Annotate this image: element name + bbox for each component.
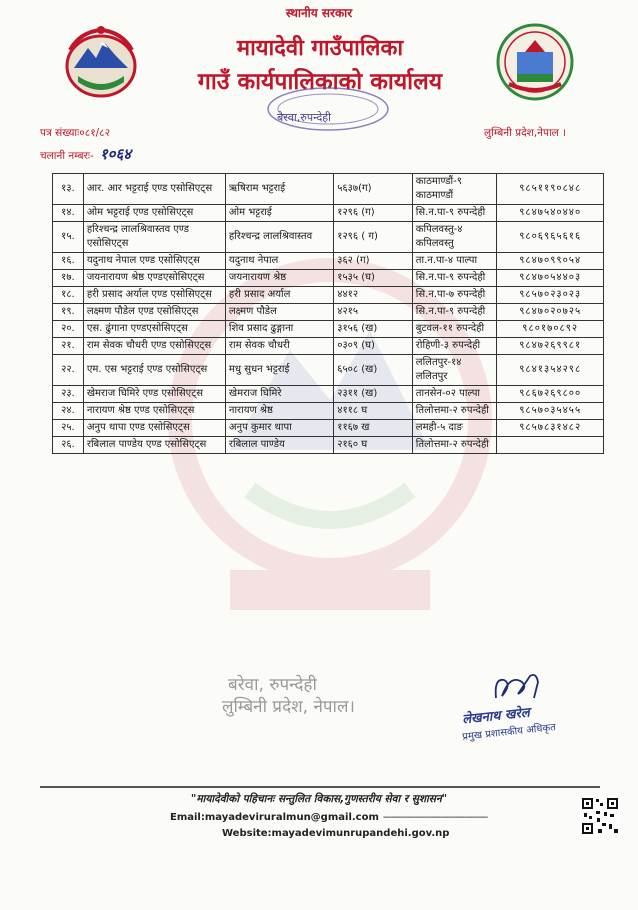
table-row: २१. राम सेवक चौधरी एण्ड एसोसिएट्स राम सेवक चौधरी ०३०९ (घ) रोहिणी-३ रुपन्देही ९८४७२६९९८१	[53, 338, 604, 355]
table-row: २०. एस. ढुंगाना एण्डएसोसिएट्स शिव प्रसाद ढुङ्गाना ३१५६ (ख) बुटवल-११ रुपन्देही ९८०१७०८९२	[53, 321, 604, 338]
letterhead	[0, 0, 638, 163]
table-row: १५. हरिश्चन्द्र लालश्रिवास्तव एण्ड एसोसिएट्स हरिश्चन्द्र लालश्रिवास्तव १२९६ ( ग) कपिलवस्तु-४ कपिलवस्तु ९८०६९६५६१६	[53, 222, 604, 253]
stamp-location: बेरवा,रुपन्देही	[277, 111, 331, 124]
dispatch-label: चलानी नम्बरः-	[40, 150, 94, 162]
signatory-title: प्रमुख प्रशासकीय अधिकृत	[461, 722, 557, 743]
watermark-province: लुम्बिनी प्रदेश, नेपाल।	[222, 697, 355, 717]
table-row: २४. नारायण श्रेष्ठ एण्ड एसोसिएट्स नारायण श्रेष्ठ ४११८ घ तिलोत्तमा-२ रुपन्देही ९८५७०३५४५५	[53, 403, 604, 420]
nepal-emblem-icon	[60, 22, 142, 102]
table-row: १६. यदुनाथ नेपाल एण्ड एसोसिएट्स यदुनाथ नेपाल ३६२ (ग) ता.न.पा-४ पाल्पा ९८४७०९९०५४	[53, 253, 604, 270]
dispatch-number: १०६४	[99, 145, 132, 163]
table-row: १३. आर. आर भट्टराई एण्ड एसोसिएट्स ऋषिराम भट्टराई ५६३७(ग) काठमाण्डौं-९ काठमाण्डौं ९८५११९०८४८	[53, 174, 604, 205]
office-subtitle: गाउँ कार्यपालिकाको कार्यालय	[197, 69, 443, 95]
table-row: २६. रबिलाल पाण्डेय एण्ड एसोसिएट्स रबिलाल पाण्डेय २१६० घ तिलोत्तमा-२ रुपन्देही	[53, 437, 604, 454]
watermark-address: बरेवा, रुपन्देही	[228, 675, 317, 695]
table-row: २३. खेमराज घिमिरे एण्ड एसोसिएट्स खेमराज घिमिरे २३११ (ख) तानसेन-०२ पाल्पा ९८६७२६९८००	[53, 386, 604, 403]
footer-divider	[40, 786, 600, 788]
table-row: १४. ओम भट्टराई एण्ड एसोसिएट्स ओम भट्टराई १२९६ (ग) सि.न.पा-९ रुपन्देही ९८४७५४०४४०	[53, 205, 604, 222]
office-stamp-icon	[263, 85, 393, 133]
table-row: २२. एम. एस भट्टराई एण्ड एसोसिएट्स मधु सुधन भट्टराई ६५०८ (ख) ललितपुर-१४ ललितपुर ९८४१३५४२९८	[53, 355, 604, 386]
reference-number: पत्र संख्याः०८१/८२	[40, 127, 111, 139]
footer-motto: "मायादेवीको पहिचानः सन्तुलित विकास,गुणस्तरीय सेवा र सुशासन"	[190, 793, 448, 805]
table-row: १७. जयनारायण श्रेष्ठ एण्डएसोसिएट्स जयनारायण श्रेष्ठ १५३५ (घ) सि.न.पा-९ रुपन्देही ९८४७०५४४०३	[53, 270, 604, 287]
footer-website: Website:mayadevimunrupandehi.gov.np	[222, 828, 450, 839]
table-row: २५. अनुप थापा एण्ड एसोसिएट्स अनुप कुमार थापा ११६७ ख लमही-५ दाङ ९८५७८३१४८२	[53, 420, 604, 437]
email-text: Email:mayadeviruralmun@gmail.com	[170, 812, 379, 823]
table-row: १९. लक्ष्मण पौडेल एण्ड एसोसिएट्स लक्ष्मण पौडेल ४२१५ सि.न.पा-९ रुपन्देही ९८४७०२०७२५	[53, 304, 604, 321]
table-row: १८. हरी प्रसाद अर्याल एण्ड एसोसिएट्स हरी प्रसाद अर्याल ४४१२ सि.न.पा-७ रुपन्देही ९८५७०२३०२३	[53, 287, 604, 304]
footer-email: Email:mayadeviruralmun@gmail.com ----------------------------------------	[170, 812, 488, 823]
office-title: मायादेवी गाउँपालिका	[236, 36, 404, 61]
qr-code-icon	[580, 796, 620, 836]
firm-list-table	[52, 173, 604, 454]
dispatch-number-row	[40, 144, 131, 164]
government-label: स्थानीय सरकार	[285, 6, 353, 20]
province-label: लुम्बिनी प्रदेश,नेपाल ।	[484, 127, 567, 139]
municipality-logo-icon	[495, 22, 575, 102]
signatory-name: लेखनाथ खरेल	[461, 705, 531, 728]
